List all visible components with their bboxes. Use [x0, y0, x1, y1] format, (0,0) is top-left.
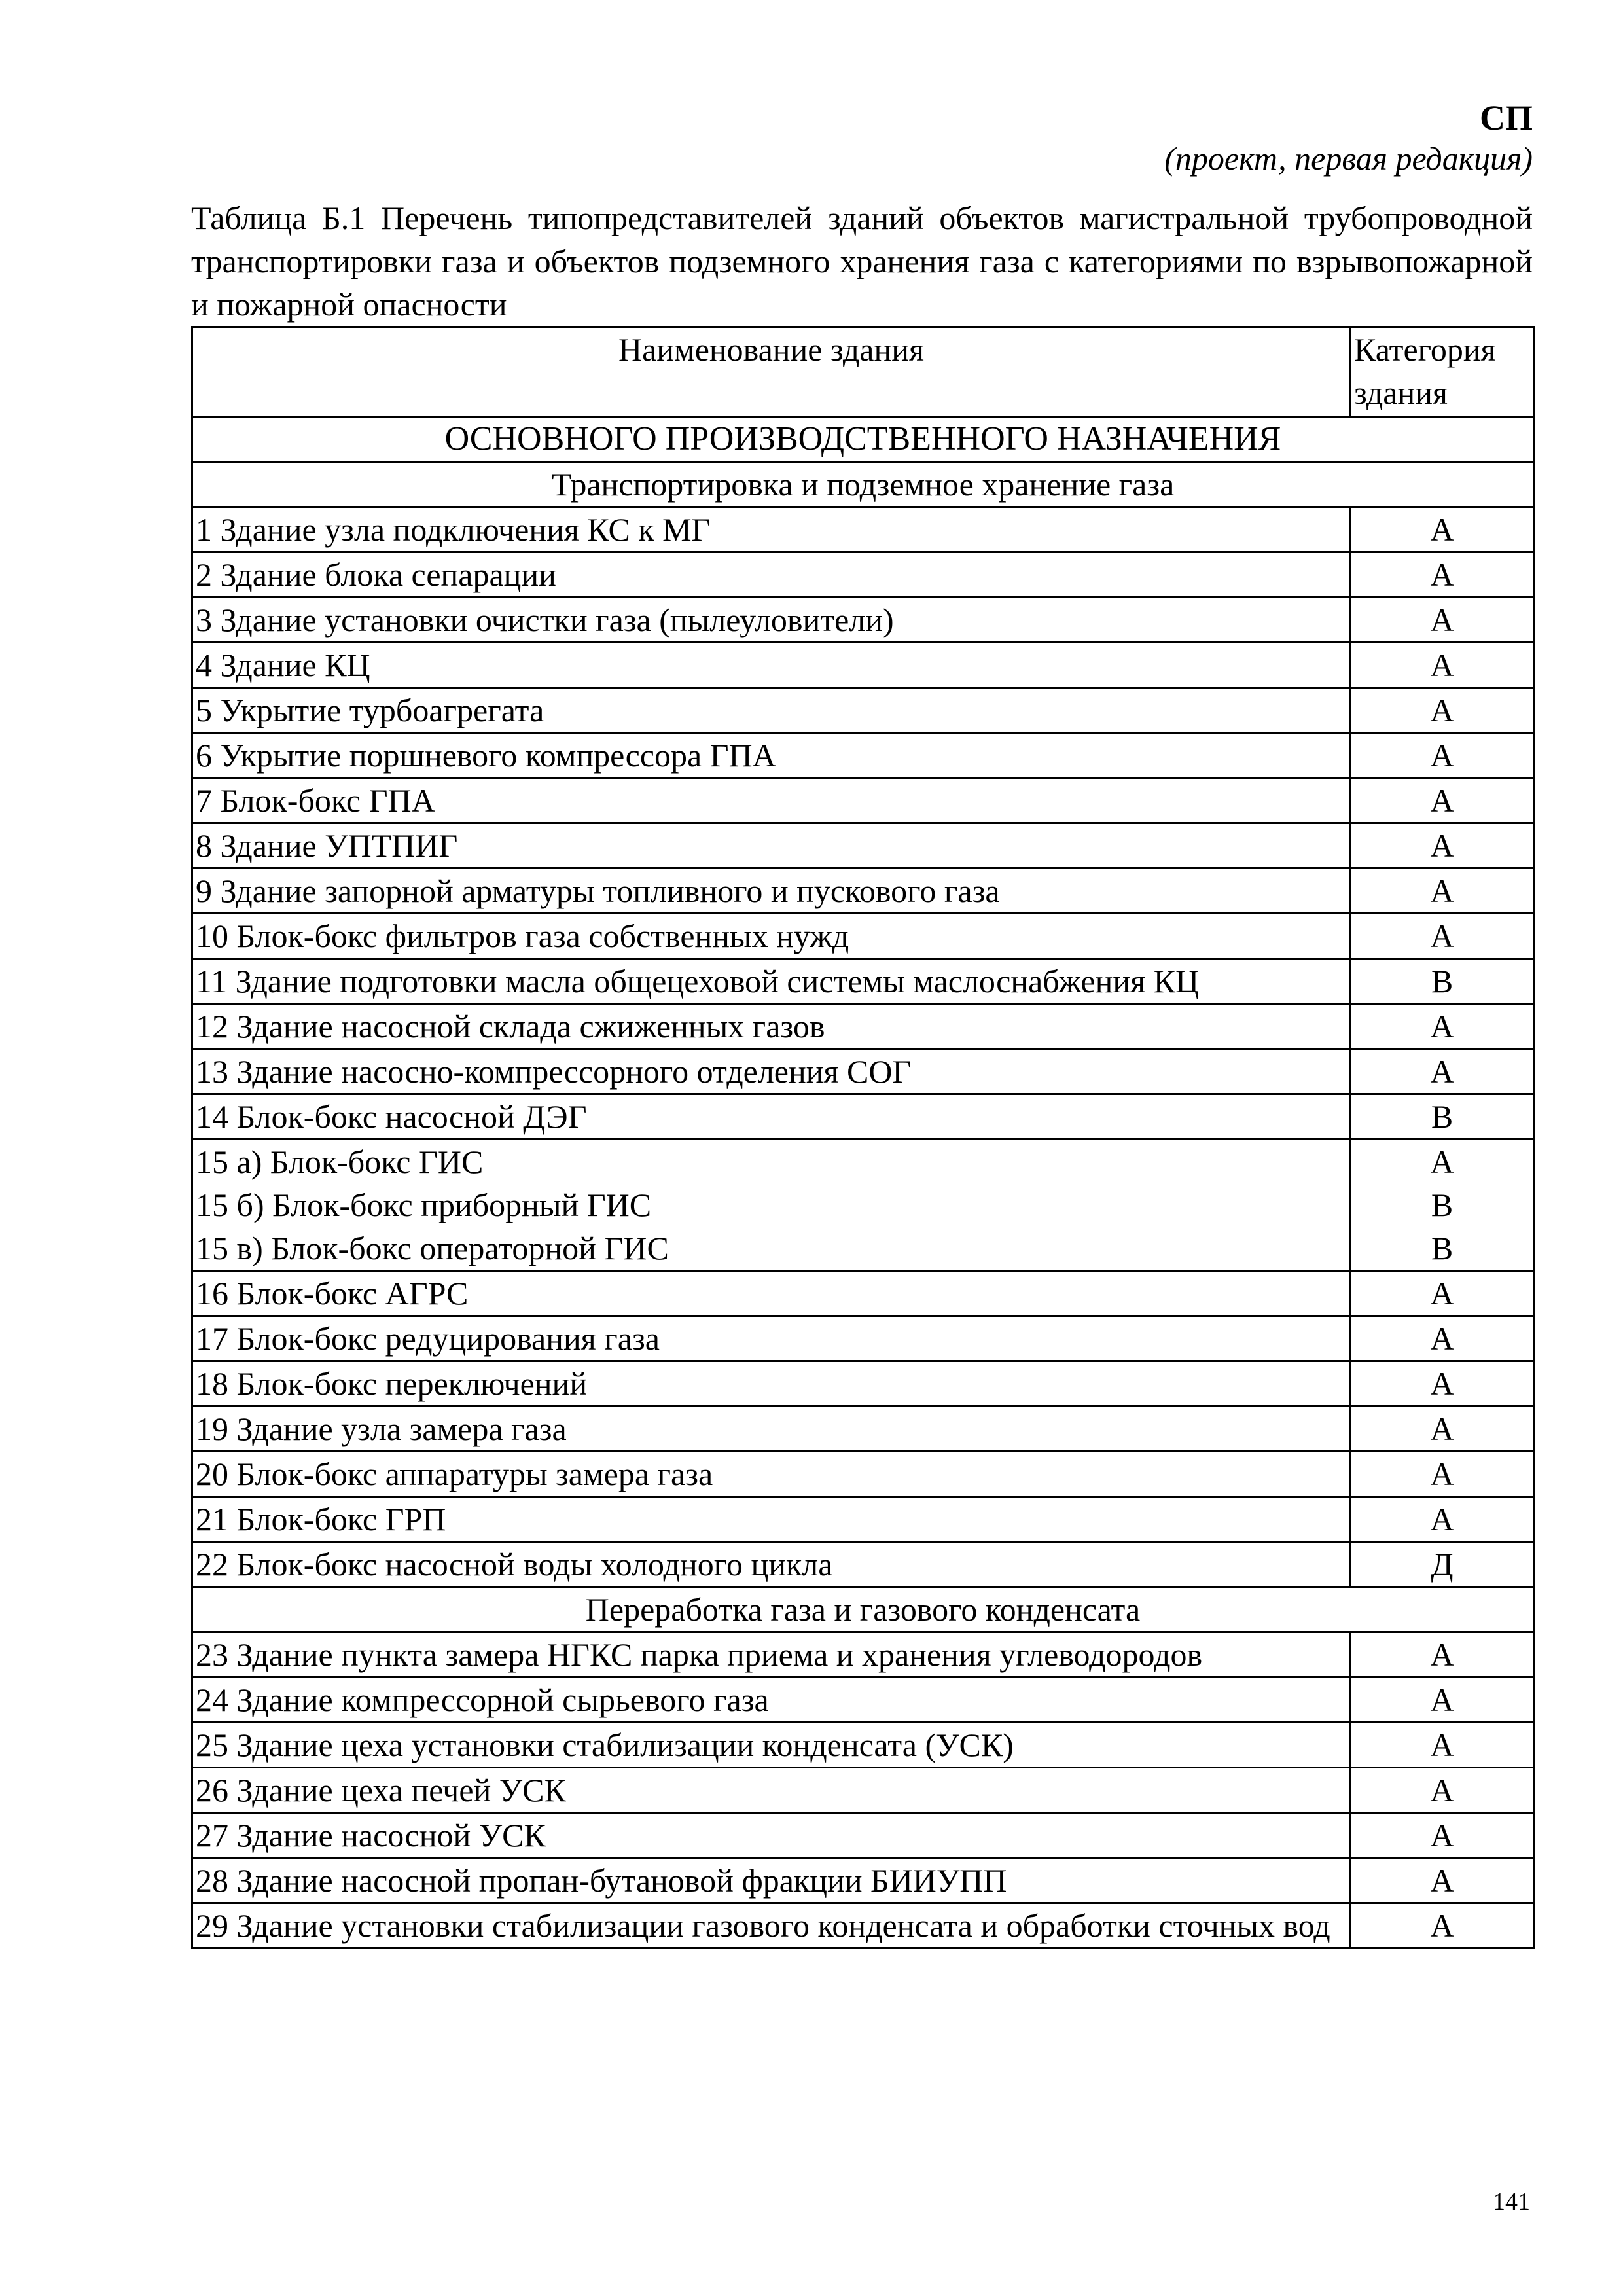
table-row	[192, 1094, 1534, 1139]
building-category: А	[1351, 1004, 1534, 1049]
building-name: 8 Здание УПТПИГ	[192, 823, 1351, 869]
table-row	[192, 1903, 1534, 1948]
building-category: А	[1351, 1271, 1534, 1316]
building-name: 12 Здание насосной склада сжиженных газов	[192, 1004, 1351, 1049]
building-category: А	[1351, 643, 1534, 688]
building-name: 13 Здание насосно-компрессорного отделения СОГ	[192, 1049, 1351, 1094]
building-name: 20 Блок-бокс аппаратуры замера газа	[192, 1452, 1351, 1497]
table-row	[192, 1452, 1534, 1497]
building-name: 10 Блок-бокс фильтров газа собственных нужд	[192, 914, 1351, 959]
group-title: Транспортировка и подземное хранение газа	[192, 462, 1534, 507]
building-name: 28 Здание насосной пропан-бутановой фракции БИИУПП	[192, 1858, 1351, 1903]
building-name: 16 Блок-бокс АГРС	[192, 1271, 1351, 1316]
table-row	[192, 1677, 1534, 1723]
table-row	[192, 1361, 1534, 1407]
table-caption: Таблица Б.1 Перечень типопредставителей зданий объектов магистральной трубопроводной транспортировки газа и объектов подземного хранения газа с категориями по взрывопожарной и пожарной опасности	[191, 200, 1533, 323]
building-category: Д	[1351, 1542, 1534, 1587]
table-row	[192, 1632, 1534, 1677]
edition-note: (проект, первая редакция)	[1164, 140, 1533, 177]
building-category: А	[1351, 688, 1534, 733]
buildings-table	[191, 326, 1535, 1949]
building-category: А	[1351, 1316, 1534, 1361]
table-row	[192, 1139, 1534, 1271]
building-category: А	[1351, 1497, 1534, 1542]
building-category: А	[1351, 1452, 1534, 1497]
group-row	[192, 462, 1534, 507]
building-category: А	[1351, 1813, 1534, 1858]
building-category: А	[1351, 823, 1534, 869]
building-category: А	[1351, 1049, 1534, 1094]
column-header-category: Категория здания	[1351, 327, 1534, 417]
building-category-line: В	[1431, 1187, 1454, 1223]
table-row	[192, 959, 1534, 1004]
table-row	[192, 1858, 1534, 1903]
building-category-line: А	[1430, 1143, 1454, 1180]
building-category: А	[1351, 1723, 1534, 1768]
building-name: 2 Здание блока сепарации	[192, 552, 1351, 598]
building-category: А	[1351, 869, 1534, 914]
building-name-line: 15 в) Блок-бокс операторной ГИС	[196, 1230, 669, 1266]
table-row	[192, 1407, 1534, 1452]
table-row	[192, 869, 1534, 914]
table-row	[192, 914, 1534, 959]
building-category: А	[1351, 1903, 1534, 1948]
building-name: 5 Укрытие турбоагрегата	[192, 688, 1351, 733]
table-row	[192, 1768, 1534, 1813]
building-name: 4 Здание КЦ	[192, 643, 1351, 688]
table-row	[192, 1316, 1534, 1361]
table-row	[192, 1049, 1534, 1094]
building-name-line: 15 б) Блок-бокс приборный ГИС	[196, 1187, 652, 1223]
table-row	[192, 1542, 1534, 1587]
building-name: 22 Блок-бокс насосной воды холодного цикла	[192, 1542, 1351, 1587]
building-category: А	[1351, 598, 1534, 643]
building-name: 14 Блок-бокс насосной ДЭГ	[192, 1094, 1351, 1139]
building-name: 24 Здание компрессорной сырьевого газа	[192, 1677, 1351, 1723]
building-name: 19 Здание узла замера газа	[192, 1407, 1351, 1452]
building-name: 26 Здание цеха печей УСК	[192, 1768, 1351, 1813]
building-category	[1351, 1139, 1534, 1271]
building-name: 18 Блок-бокс переключений	[192, 1361, 1351, 1407]
building-name	[192, 1139, 1351, 1271]
building-name: 17 Блок-бокс редуцирования газа	[192, 1316, 1351, 1361]
table-row	[192, 1497, 1534, 1542]
table-row	[192, 1723, 1534, 1768]
table-row	[192, 688, 1534, 733]
group-title: Переработка газа и газового конденсата	[192, 1587, 1534, 1632]
building-name-line: 15 а) Блок-бокс ГИС	[196, 1143, 484, 1180]
table-body	[192, 417, 1534, 1948]
building-name: 11 Здание подготовки масла общецеховой системы маслоснабжения КЦ	[192, 959, 1351, 1004]
table-row	[192, 778, 1534, 823]
building-category: А	[1351, 733, 1534, 778]
table-row	[192, 507, 1534, 552]
table-row	[192, 1004, 1534, 1049]
building-name: 21 Блок-бокс ГРП	[192, 1497, 1351, 1542]
building-category: А	[1351, 1677, 1534, 1723]
table-row	[192, 1813, 1534, 1858]
building-name: 6 Укрытие поршневого компрессора ГПА	[192, 733, 1351, 778]
building-category: А	[1351, 552, 1534, 598]
table-row	[192, 643, 1534, 688]
building-category: А	[1351, 1632, 1534, 1677]
building-name: 29 Здание установки стабилизации газового конденсата и обработки сточных вод	[192, 1903, 1351, 1948]
column-header-name: Наименование здания	[192, 327, 1351, 417]
building-name: 7 Блок-бокс ГПА	[192, 778, 1351, 823]
building-name: 3 Здание установки очистки газа (пылеуловители)	[192, 598, 1351, 643]
building-category: А	[1351, 1361, 1534, 1407]
building-name: 23 Здание пункта замера НГКС парка приема и хранения углеводородов	[192, 1632, 1351, 1677]
document-code: СП	[1480, 98, 1533, 137]
table-row	[192, 1271, 1534, 1316]
building-category: В	[1351, 959, 1534, 1004]
page-number: 141	[1493, 2188, 1530, 2215]
building-name: 25 Здание цеха установки стабилизации конденсата (УСК)	[192, 1723, 1351, 1768]
building-category: А	[1351, 1407, 1534, 1452]
building-name: 9 Здание запорной арматуры топливного и пускового газа	[192, 869, 1351, 914]
building-category: А	[1351, 507, 1534, 552]
table-row	[192, 733, 1534, 778]
building-category: А	[1351, 914, 1534, 959]
table-row	[192, 552, 1534, 598]
building-name: 1 Здание узла подключения КС к МГ	[192, 507, 1351, 552]
building-category: А	[1351, 1768, 1534, 1813]
table-header-row	[192, 327, 1534, 417]
building-category: А	[1351, 778, 1534, 823]
building-category: А	[1351, 1858, 1534, 1903]
section-row	[192, 417, 1534, 462]
table-row	[192, 598, 1534, 643]
building-category: В	[1351, 1094, 1534, 1139]
section-title: ОСНОВНОГО ПРОИЗВОДСТВЕННОГО НАЗНАЧЕНИЯ	[192, 417, 1534, 462]
building-category-line: В	[1431, 1230, 1454, 1266]
table-row	[192, 823, 1534, 869]
group-row	[192, 1587, 1534, 1632]
building-name: 27 Здание насосной УСК	[192, 1813, 1351, 1858]
